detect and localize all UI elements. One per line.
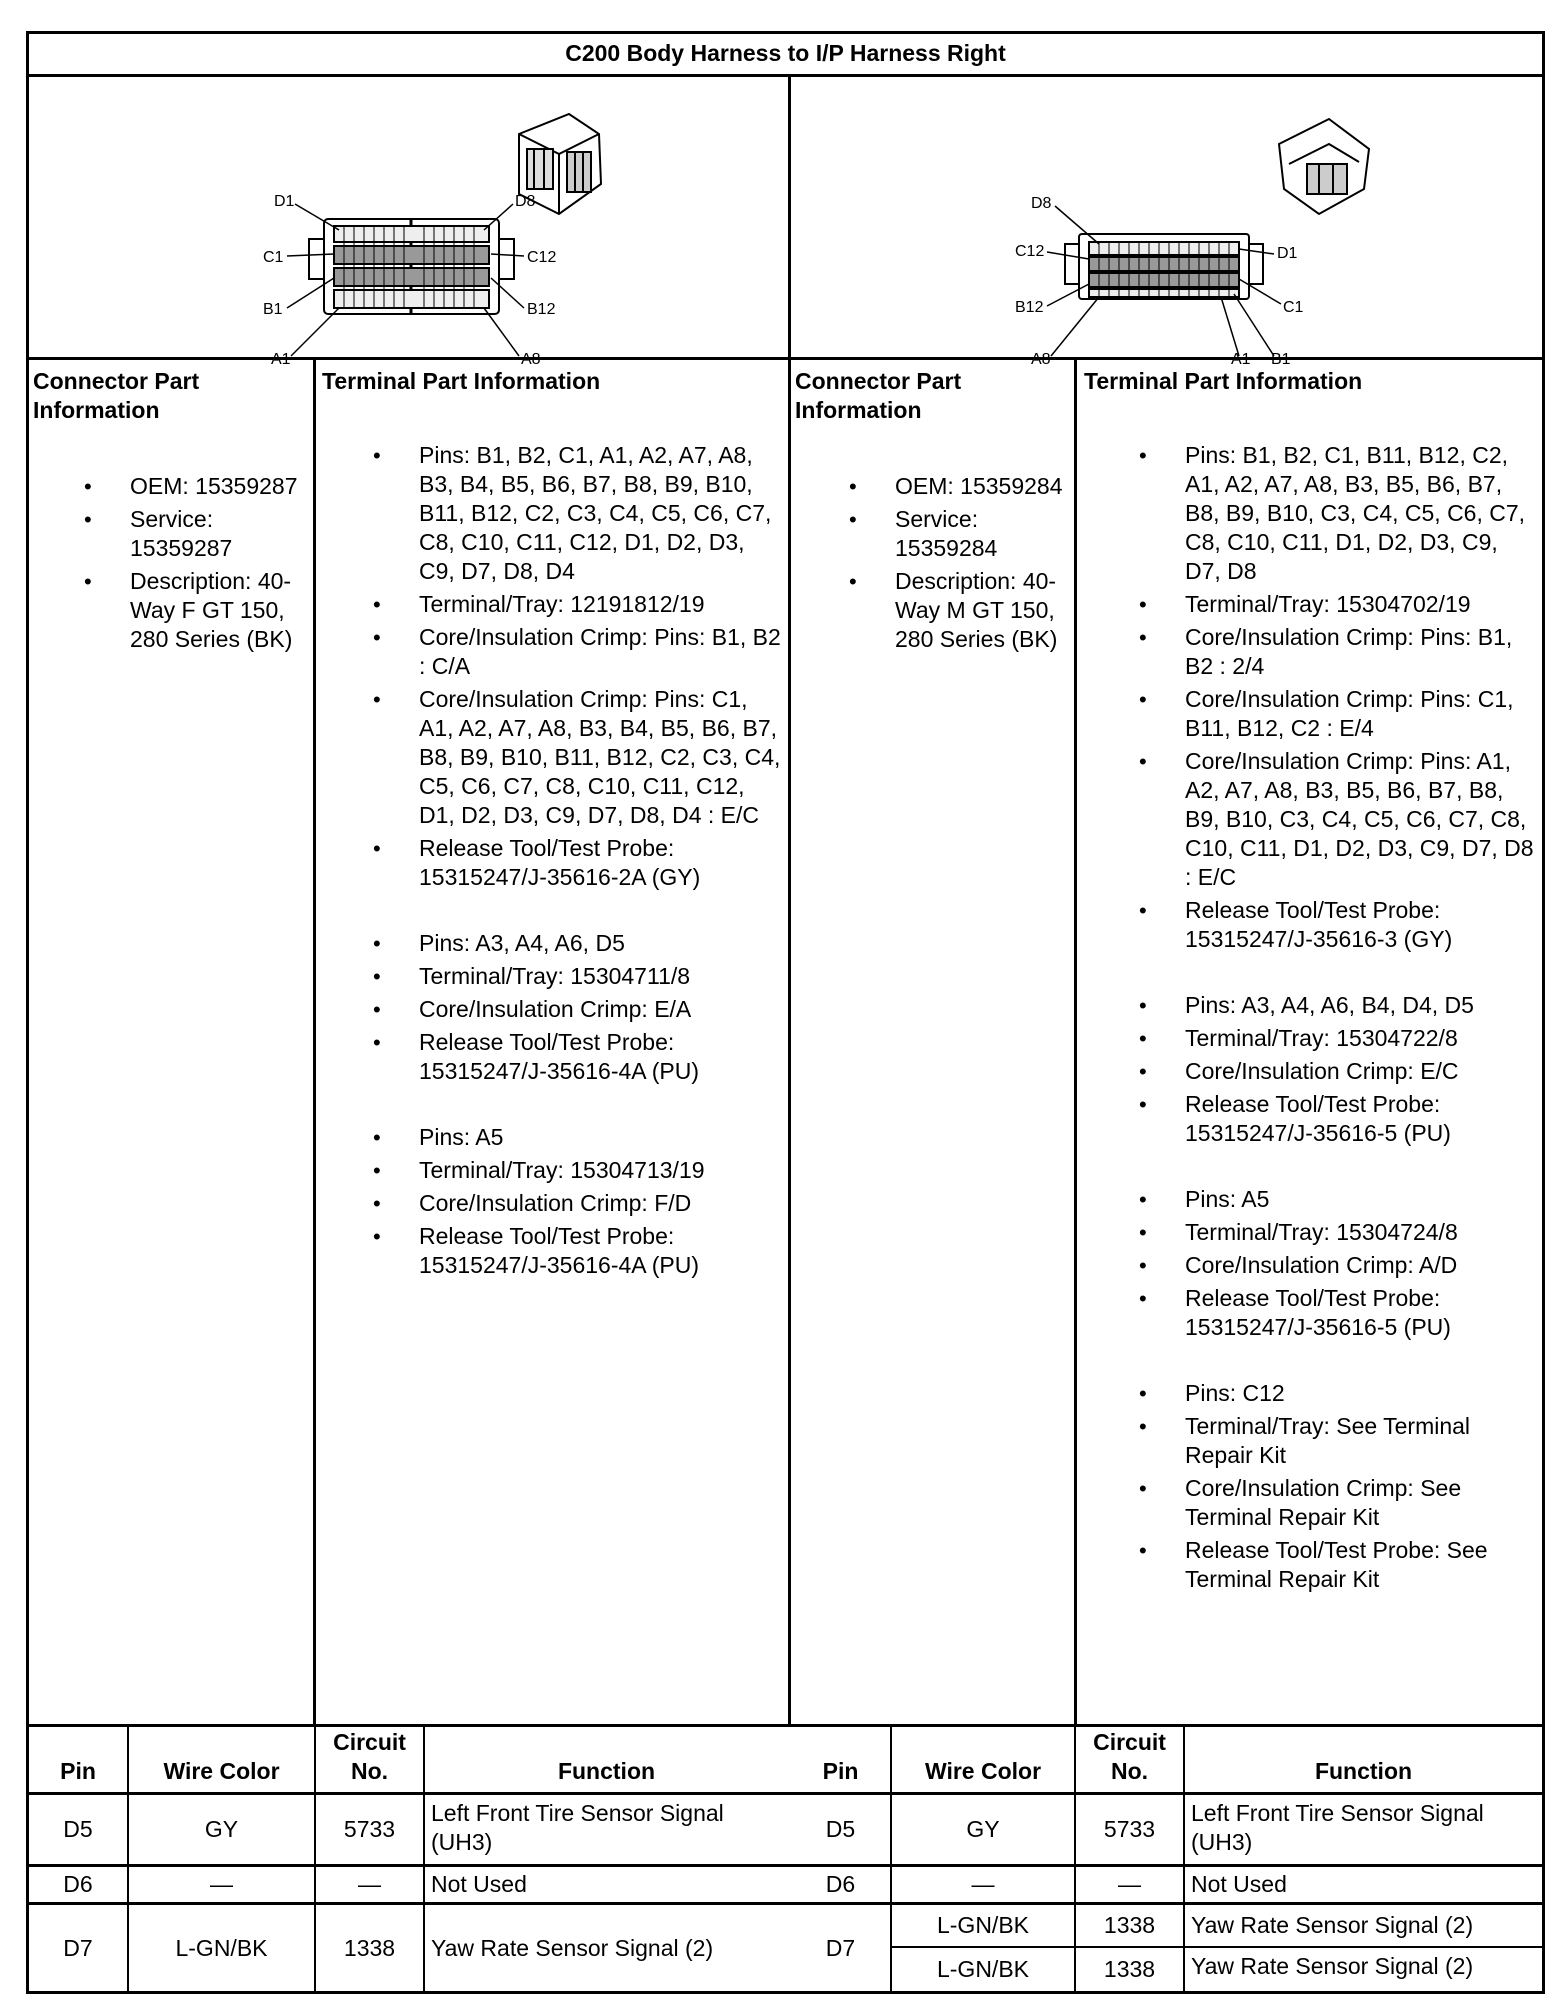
pin-label: C1 (1283, 299, 1304, 316)
list-item: • Terminal/Tray: 12191812/19 (419, 590, 784, 619)
cell-circuit: — (1118, 1871, 1141, 1897)
list-item: • OEM: 15359284 (895, 472, 1070, 501)
header-wire-color: Wire Color (924, 1758, 1042, 1784)
list-item: • Pins: C12 (1185, 1379, 1537, 1408)
terminal-info-title: Terminal Part Information (1084, 368, 1363, 394)
list-item: • Pins: B1, B2, C1, B11, B12, C2, A1, A2, A7, A8, B3, B5, B6, B7, B8, B9, B10, C3, C4, C5, C6, C7, C8, C10, C11, D1, D2, D3, C9, D7, D8 (1185, 441, 1537, 586)
cell-wire-color: — (971, 1871, 995, 1897)
connector-face (309, 219, 514, 314)
connector-sheet (26, 31, 1545, 1994)
terminal-info-title: Terminal Part Information (322, 368, 601, 394)
header-circuit: Circuit No. (1093, 1729, 1166, 1784)
list-item: • Release Tool/Test Probe: 15315247/J-35616-4A (PU) (419, 1028, 784, 1086)
terminal-info-list (1185, 441, 1537, 1598)
divider (29, 74, 1542, 77)
male-connector-diagram (989, 94, 1389, 368)
female-connector-diagram (229, 94, 629, 368)
divider (313, 357, 316, 1727)
list-item: • Release Tool/Test Probe: 15315247/J-35616-5 (PU) (1185, 1090, 1537, 1148)
pin-label: A1 (271, 351, 291, 368)
cell-function: Not Used (1191, 1871, 1287, 1897)
list-item: • Terminal/Tray: 15304702/19 (1185, 590, 1537, 619)
pin-label: B12 (527, 301, 556, 318)
list-item: • Core/Insulation Crimp: E/C (1185, 1057, 1537, 1086)
list-item: • Description: 40-Way M GT 150, 280 Series (BK) (895, 567, 1070, 654)
pin-label: C12 (527, 249, 557, 266)
cell-pin: D7 (825, 1934, 856, 1961)
pin-label: C12 (1015, 243, 1045, 260)
cell-wire-color: L-GN/BK (936, 1912, 1030, 1938)
header-pin: Pin (822, 1758, 859, 1784)
connector-info-title: Connector Part Information (33, 368, 200, 423)
header-function: Function (557, 1758, 656, 1784)
list-item: • Core/Insulation Crimp: E/A (419, 995, 784, 1024)
pin-label: A8 (1031, 351, 1051, 368)
cell-pin: D6 (63, 1871, 93, 1897)
header-wire-color: Wire Color (163, 1758, 280, 1784)
cell-circuit: — (358, 1871, 381, 1897)
header-function: Function (1314, 1758, 1413, 1784)
cell-function: Left Front Tire Sensor Signal (UH3) (431, 1800, 724, 1855)
list-item: • Service: 15359287 (130, 505, 308, 563)
list-item: • Pins: A3, A4, A6, B4, D4, D5 (1185, 991, 1537, 1020)
connector-info-list (130, 472, 308, 658)
cell-wire-color: GY (204, 1816, 239, 1842)
page-title: C200 Body Harness to I/P Harness Right (565, 40, 1006, 66)
pin-label: D8 (1031, 195, 1052, 212)
connector-info-title: Connector Part Information (795, 368, 962, 423)
list-item: • Core/Insulation Crimp: Pins: B1, B2 : 2/4 (1185, 623, 1537, 681)
list-item: • Terminal/Tray: See Terminal Repair Kit (1185, 1412, 1537, 1470)
cell-pin: D5 (825, 1816, 856, 1842)
cell-function: Yaw Rate Sensor Signal (2) (431, 1934, 714, 1961)
list-item: • Core/Insulation Crimp: Pins: C1, B11, B12, C2 : E/4 (1185, 685, 1537, 743)
list-item: • Core/Insulation Crimp: A/D (1185, 1251, 1537, 1280)
list-item: • Pins: A5 (419, 1123, 784, 1152)
center-divider (788, 74, 791, 1727)
pin-label: A1 (1231, 351, 1251, 368)
connector-face (1065, 234, 1263, 299)
header-pin: Pin (60, 1758, 96, 1784)
list-item: • Terminal/Tray: 15304724/8 (1185, 1218, 1537, 1247)
pin-label: A8 (521, 351, 541, 368)
cell-pin: D7 (63, 1934, 93, 1961)
list-item: • Core/Insulation Crimp: F/D (419, 1189, 784, 1218)
divider (29, 357, 1542, 360)
cell-circuit: 1338 (343, 1934, 396, 1961)
connector-3d-view (1279, 119, 1369, 214)
list-item: • Terminal/Tray: 15304722/8 (1185, 1024, 1537, 1053)
header-circuit: Circuit No. (333, 1729, 406, 1784)
cell-function: Not Used (431, 1871, 527, 1897)
list-item: • Pins: B1, B2, C1, A1, A2, A7, A8, B3, B4, B5, B6, B7, B8, B9, B10, B11, B12, C2, C3, C4, C5, C6, C7, C8, C10, C11, C12, D1, D2, D3, C9, D7, D8, D4 (419, 441, 784, 586)
cell-function: Yaw Rate Sensor Signal (2) (1191, 1953, 1474, 1979)
cell-circuit: 1338 (1103, 1956, 1156, 1982)
pin-label: B1 (1271, 351, 1291, 368)
list-item: • Service: 15359284 (895, 505, 1070, 563)
cell-function: Yaw Rate Sensor Signal (2) (1191, 1912, 1474, 1938)
pin-label: D8 (515, 193, 536, 210)
cell-circuit: 1338 (1103, 1912, 1156, 1938)
cell-circuit: 5733 (1103, 1816, 1156, 1842)
terminal-info-list (419, 441, 784, 1284)
cell-wire-color: GY (966, 1816, 1000, 1842)
list-item: • OEM: 15359287 (130, 472, 308, 501)
pin-label: B1 (263, 301, 283, 318)
list-item: • Release Tool/Test Probe: See Terminal Repair Kit (1185, 1536, 1537, 1594)
connector-info-list (895, 472, 1070, 658)
pin-label: D1 (1277, 245, 1298, 262)
cell-wire-color: L-GN/BK (936, 1956, 1030, 1982)
list-item: • Core/Insulation Crimp: See Terminal Repair Kit (1185, 1474, 1537, 1532)
list-item: • Core/Insulation Crimp: Pins: C1, A1, A2, A7, A8, B3, B4, B5, B6, B7, B8, B9, B10, B11, B12, C2, C3, C4, C5, C6, C7, C8, C10, C11, C12, D1, D2, D3, C9, D7, D8, D4 : E/C (419, 685, 784, 830)
list-item: • Terminal/Tray: 15304711/8 (419, 962, 784, 991)
list-item: • Release Tool/Test Probe: 15315247/J-35616-3 (GY) (1185, 896, 1537, 954)
pin-label: B12 (1015, 299, 1044, 316)
list-item: • Release Tool/Test Probe: 15315247/J-35616-2A (GY) (419, 834, 784, 892)
pin-label: C1 (263, 249, 284, 266)
cell-wire-color: — (210, 1871, 233, 1897)
cell-pin: D6 (825, 1871, 856, 1897)
cell-function: Left Front Tire Sensor Signal (UH3) (1191, 1800, 1484, 1855)
list-item: • Core/Insulation Crimp: Pins: B1, B2 : C/A (419, 623, 784, 681)
cell-circuit: 5733 (343, 1816, 396, 1842)
list-item: • Core/Insulation Crimp: Pins: A1, A2, A7, A8, B3, B5, B6, B7, B8, B9, B10, C3, C4, C5, C6, C7, C8, C10, C11, D1, D2, D3, C9, D7, D8 : E/C (1185, 747, 1537, 892)
cell-pin: D5 (63, 1816, 93, 1842)
cell-wire-color: L-GN/BK (175, 1934, 268, 1961)
list-item: • Terminal/Tray: 15304713/19 (419, 1156, 784, 1185)
list-item: • Release Tool/Test Probe: 15315247/J-35616-5 (PU) (1185, 1284, 1537, 1342)
list-item: • Release Tool/Test Probe: 15315247/J-35616-4A (PU) (419, 1222, 784, 1280)
divider (1074, 357, 1077, 1727)
list-item: • Pins: A5 (1185, 1185, 1537, 1214)
list-item: • Description: 40-Way F GT 150, 280 Series (BK) (130, 567, 308, 654)
list-item: • Pins: A3, A4, A6, D5 (419, 929, 784, 958)
pin-label: D1 (274, 193, 295, 210)
